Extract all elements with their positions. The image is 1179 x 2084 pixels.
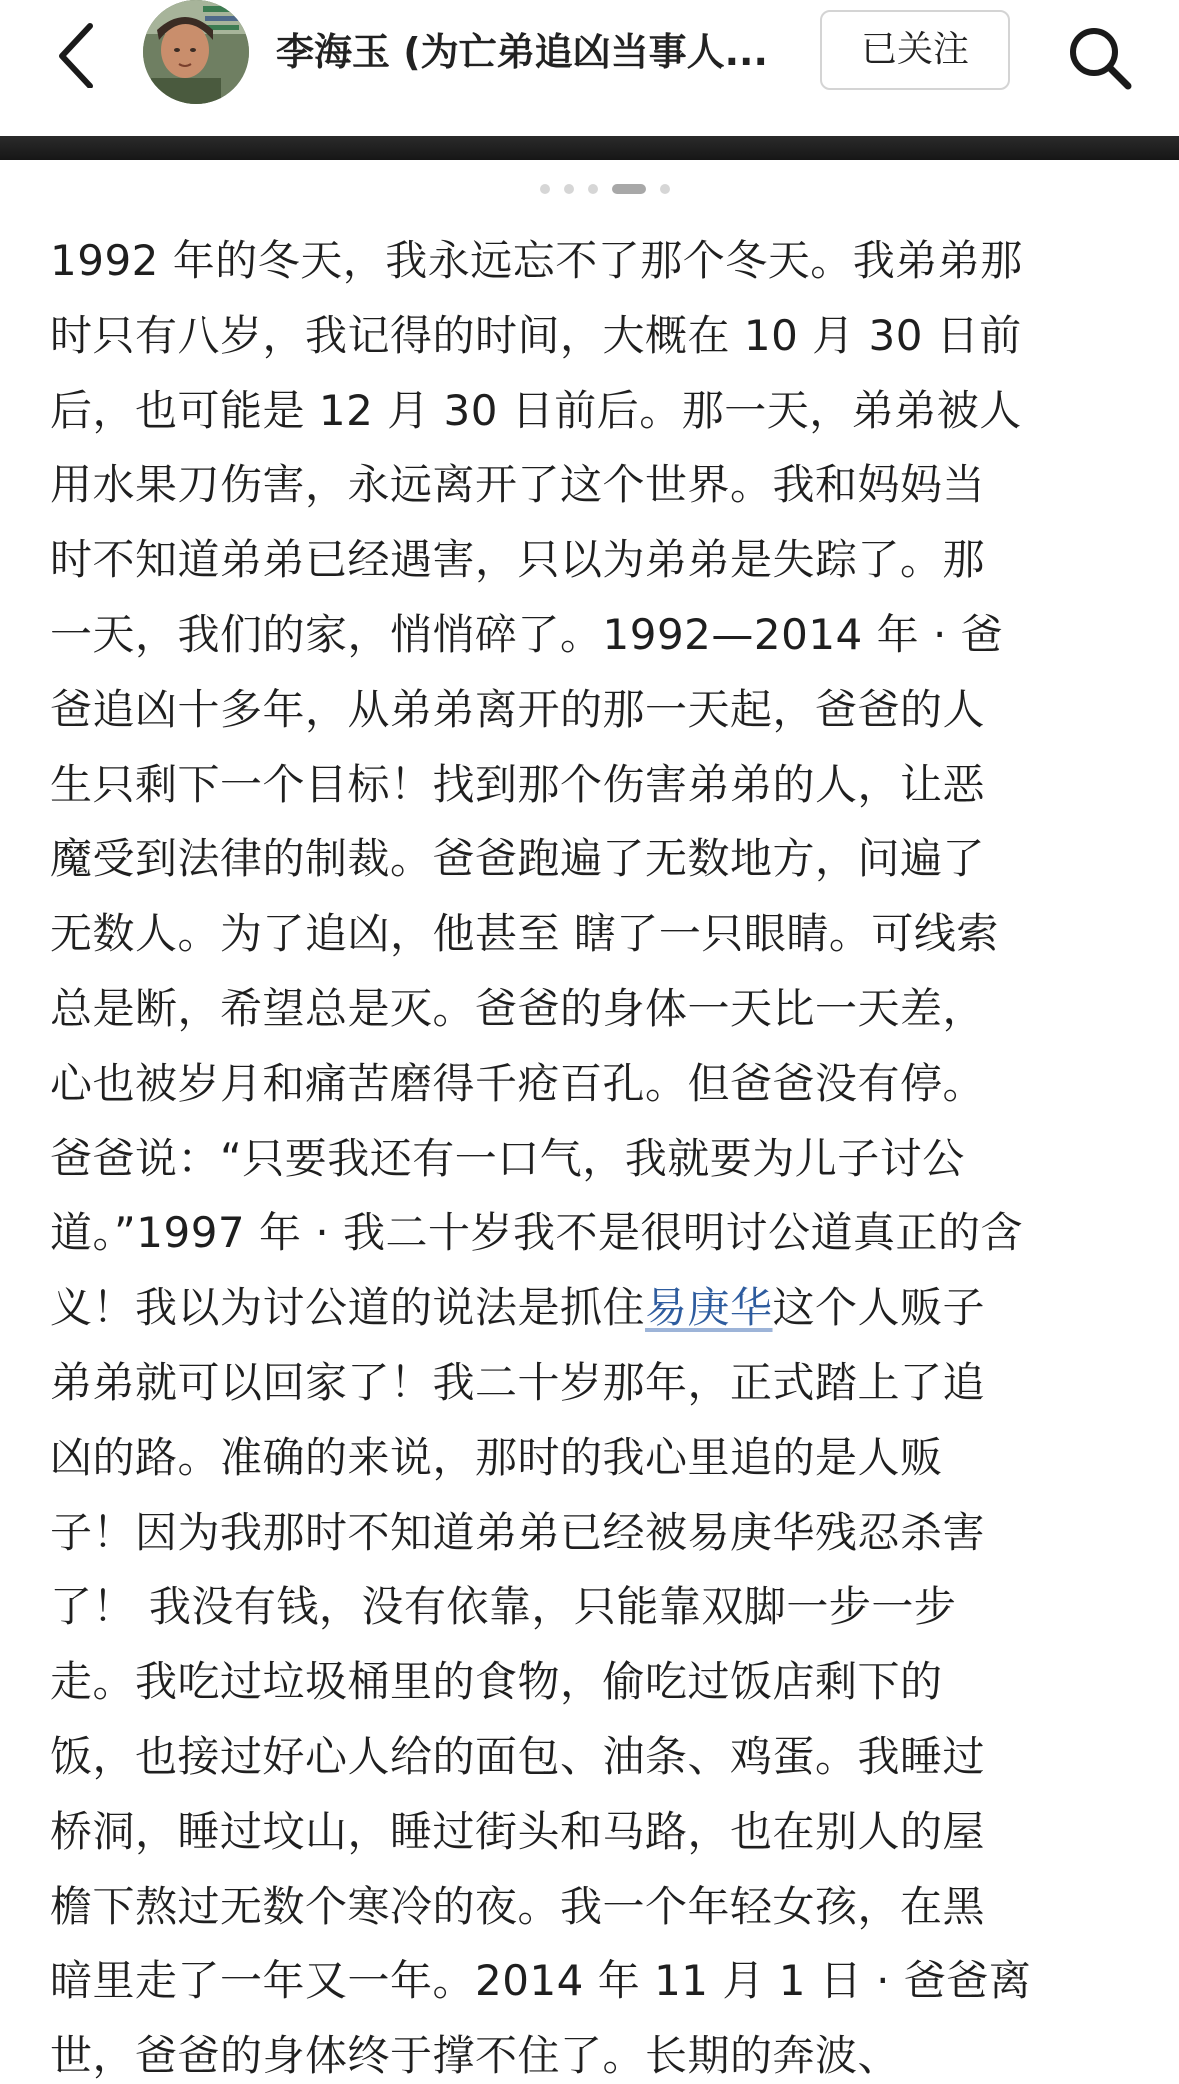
pager-dot-active[interactable] xyxy=(612,184,646,194)
article-line: 无数人。为了追凶，他甚至 瞎了一只眼睛。可线索 xyxy=(50,909,999,959)
back-button[interactable] xyxy=(50,18,110,88)
author-name[interactable]: 李海玉 (为亡弟追凶当事人... xyxy=(276,30,768,74)
article-line: 1992 年的冬天，我永远忘不了那个冬天。我弟弟那 xyxy=(50,236,1023,285)
chevron-left-icon xyxy=(50,18,110,88)
article-line: 心也被岁月和痛苦磨得千疮百孔。但爸爸没有停。 xyxy=(50,1058,986,1108)
article-line: 魔受到法律的制裁。爸爸跑遍了无数地方，问遍了 xyxy=(50,834,986,884)
article-line: 了！ 我没有钱，没有依靠，只能靠双脚一步一步 xyxy=(50,1582,957,1632)
article-line: 凶的路。准确的来说，那时的我心里追的是人贩 xyxy=(50,1432,943,1482)
person-link[interactable]: 易庚华 xyxy=(645,1283,773,1333)
pager-dot[interactable] xyxy=(564,184,574,194)
article-line: 爸爸说：“只要我还有一口气，我就要为儿子讨公 xyxy=(50,1133,965,1183)
pager-dot[interactable] xyxy=(540,184,550,194)
article-line: 爸追凶十多年，从弟弟离开的那一天起，爸爸的人 xyxy=(50,684,986,734)
pager-dot[interactable] xyxy=(660,184,670,194)
article-line: 道。”1997 年 · 我二十岁我不是很明讨公道真正的含 xyxy=(50,1208,1024,1258)
author-avatar[interactable] xyxy=(143,0,249,104)
search-button[interactable] xyxy=(1060,18,1140,98)
article-line: 时只有八岁，我记得的时间，大概在 10 月 30 日前 xyxy=(50,310,1022,360)
article-line: 生只剩下一个目标！找到那个伤害弟弟的人，让恶 xyxy=(50,759,986,809)
follow-button[interactable]: 已关注 xyxy=(820,10,1010,90)
image-pager xyxy=(0,182,1179,196)
article-line: 走。我吃过垃圾桶里的食物，偷吃过饭店剩下的 xyxy=(50,1657,943,1707)
article-body xyxy=(50,224,1130,2084)
article-line: 一天，我们的家，悄悄碎了。1992—2014 年 · 爸 xyxy=(50,609,1004,659)
top-bar xyxy=(0,0,1179,136)
article-line: 子！因为我那时不知道弟弟已经被易庚华残忍杀害 xyxy=(50,1507,986,1557)
search-icon xyxy=(1060,18,1140,98)
article-line: 弟弟就可以回家了！我二十岁那年，正式踏上了追 xyxy=(50,1357,986,1407)
avatar-image xyxy=(143,0,249,104)
article-line: 檐下熬过无数个寒冷的夜。我一个年轻女孩，在黑 xyxy=(50,1881,986,1931)
article-line-with-link xyxy=(50,1271,1130,1346)
article-line: 桥洞，睡过坟山，睡过街头和马路，也在别人的屋 xyxy=(50,1806,986,1856)
article-text: 这个人贩子 xyxy=(772,1283,986,1333)
article-line: 时不知道弟弟已经遇害，只以为弟弟是失踪了。那 xyxy=(50,535,986,585)
article-line: 总是断，希望总是灭。爸爸的身体一天比一天差， xyxy=(50,983,986,1033)
article-line: 后，也可能是 12 月 30 日前后。那一天，弟弟被人 xyxy=(50,385,1022,435)
article-line: 用水果刀伤害，永远离开了这个世界。我和妈妈当 xyxy=(50,460,986,510)
pager-dot[interactable] xyxy=(588,184,598,194)
image-top-edge xyxy=(0,136,1179,160)
article-text: 义！我以为讨公道的说法是抓住 xyxy=(50,1283,646,1333)
article-line: 世，爸爸的身体终于撑不住了。长期的奔波、 xyxy=(50,2031,901,2081)
article-line: 暗里走了一年又一年。2014 年 11 月 1 日 · 爸爸离 xyxy=(50,1956,1032,2006)
article-line: 饭，也接过好心人给的面包、油条、鸡蛋。我睡过 xyxy=(50,1731,986,1781)
